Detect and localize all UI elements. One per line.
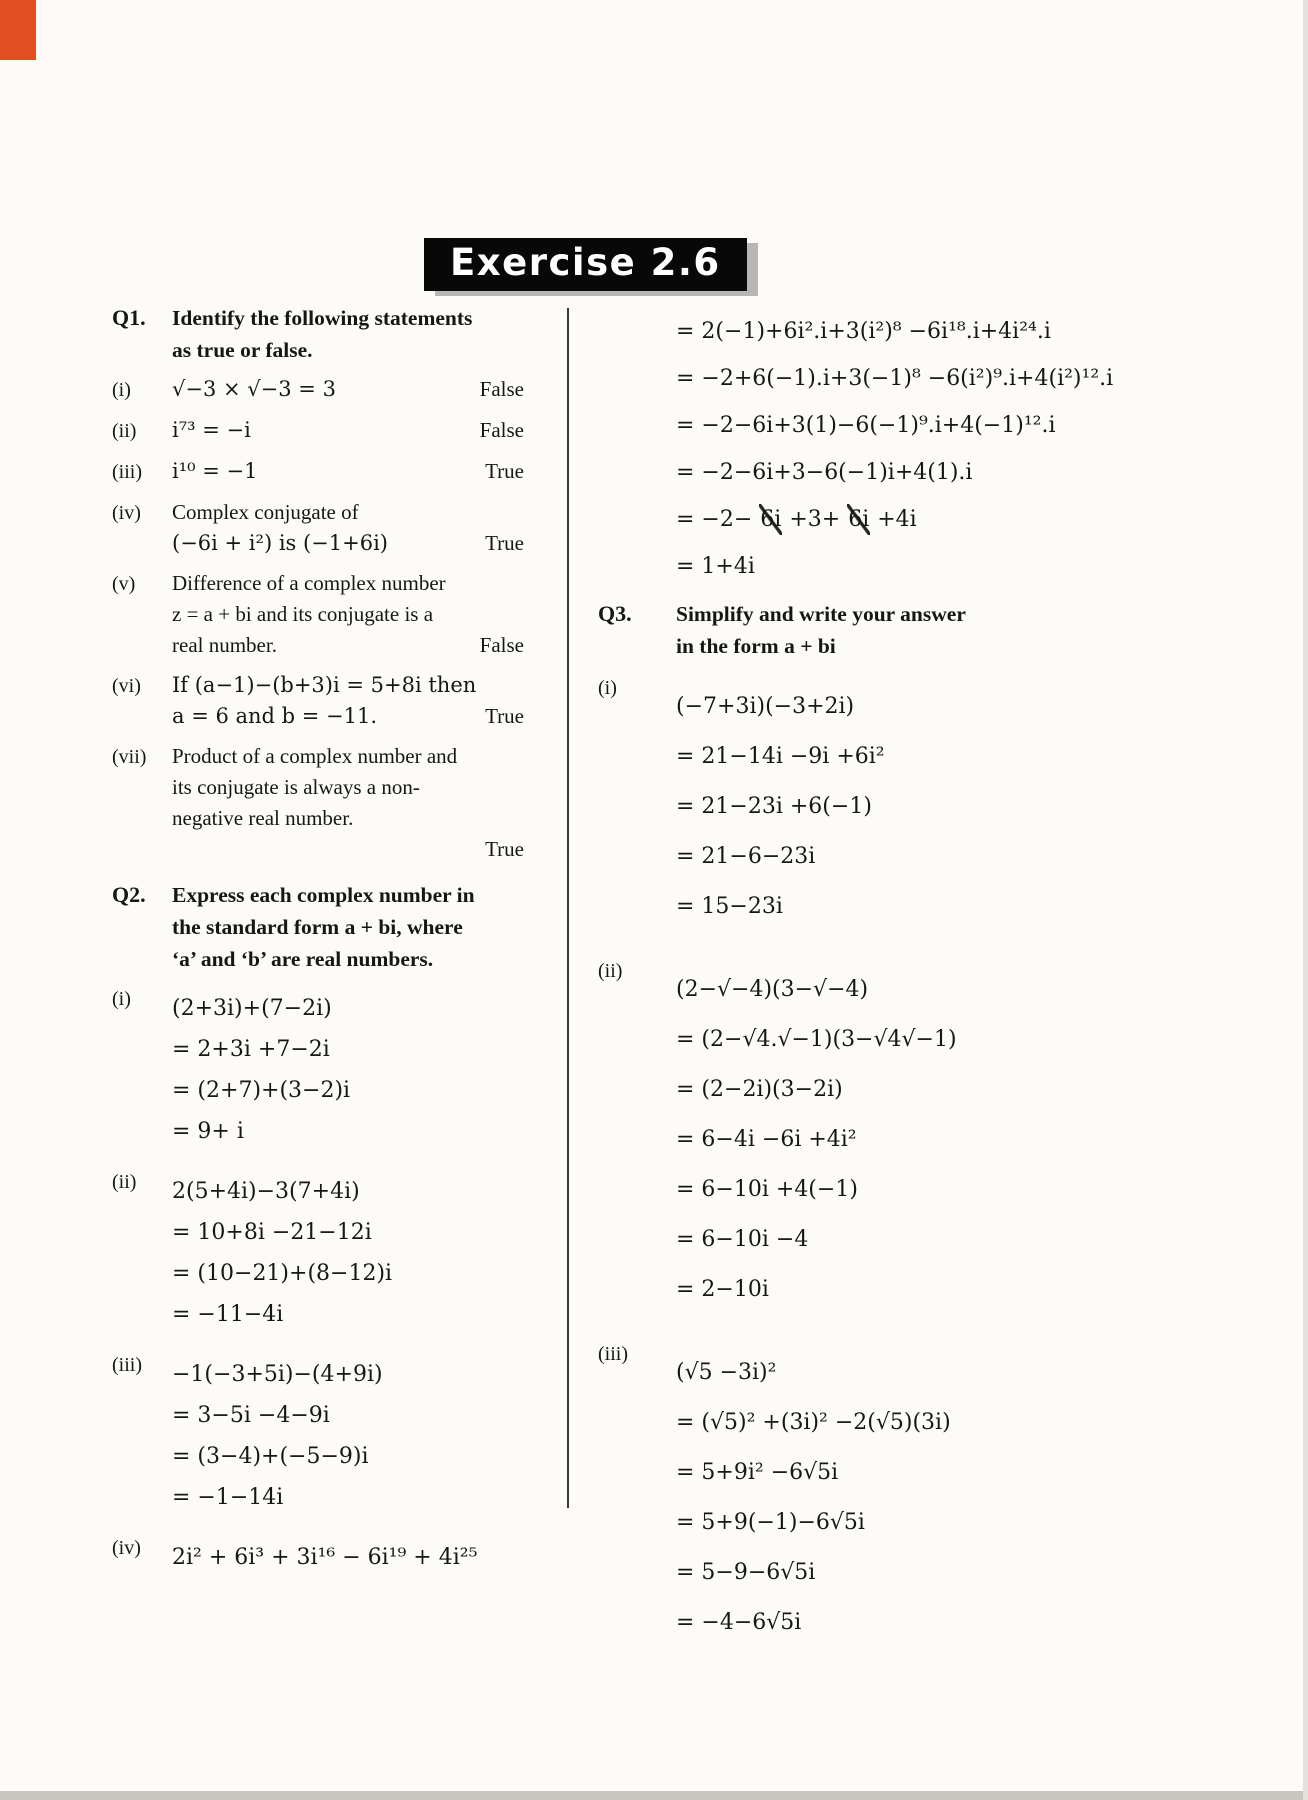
statement-text: √−3 × √−3 = 3 bbox=[172, 377, 336, 401]
q1-item-i bbox=[112, 374, 564, 406]
math-line: = (10−21)+(8−12)i bbox=[172, 1261, 393, 1286]
math-line-final: = 1+4i bbox=[676, 554, 755, 579]
math-line: = 2(−1)+6i².i+3(i²)⁸ −6i¹⁸.i+4i²⁴.i bbox=[676, 319, 1051, 344]
page-bottom-edge bbox=[0, 1791, 1308, 1800]
q1-header bbox=[112, 302, 564, 366]
q1-heading bbox=[172, 302, 564, 366]
q2-item-ii bbox=[112, 1166, 564, 1340]
math-line: −1(−3+5i)−(4+9i) bbox=[172, 1362, 383, 1387]
math-segment: +4i bbox=[870, 507, 917, 532]
math-line: = 21−14i −9i +6i² bbox=[676, 744, 885, 769]
solution-steps bbox=[676, 1338, 1084, 1657]
item-label: (iii) bbox=[112, 1354, 142, 1376]
statement-text: i¹⁰ = −1 bbox=[172, 459, 258, 483]
statement-text: negative real number. bbox=[172, 806, 354, 830]
q1-number: Q1. bbox=[112, 305, 146, 330]
math-line: = 2−10i bbox=[676, 1277, 769, 1302]
q1-heading-line2: as true or false. bbox=[172, 338, 313, 362]
q2-number: Q2. bbox=[112, 882, 146, 907]
math-line: = −2+6(−1).i+3(−1)⁸ −6(i²)⁹.i+4(i²)¹².i bbox=[676, 366, 1114, 391]
math-line: = 15−23i bbox=[676, 894, 783, 919]
math-line: (2−√−4)(3−√−4) bbox=[676, 977, 869, 1002]
statement-text: Product of a complex number and bbox=[172, 744, 458, 768]
math-line: = (2−2i)(3−2i) bbox=[676, 1077, 843, 1102]
q3-item-iii bbox=[598, 1338, 1084, 1657]
solution-steps bbox=[172, 1349, 564, 1523]
q2-item-iii bbox=[112, 1349, 564, 1523]
math-line: = 5−9−6√5i bbox=[676, 1560, 816, 1585]
statement-lines bbox=[172, 670, 564, 732]
q3-heading-line2: in the form a + bi bbox=[676, 634, 836, 658]
math-line: = 6−4i −6i +4i² bbox=[676, 1127, 857, 1152]
statement-lines bbox=[172, 741, 564, 865]
column-divider bbox=[567, 308, 569, 1508]
math-line: (√5 −3i)² bbox=[676, 1360, 777, 1385]
math-line: = 21−6−23i bbox=[676, 844, 816, 869]
statement-text: real number. bbox=[172, 633, 277, 657]
answer-text: True bbox=[485, 531, 524, 555]
page-right-edge bbox=[1303, 0, 1308, 1800]
q1-heading-line1: Identify the following statements bbox=[172, 306, 473, 330]
q3-number: Q3. bbox=[598, 601, 632, 626]
math-line-cancellation bbox=[676, 504, 1084, 535]
math-line: = (2−√4.√−1)(3−√4√−1) bbox=[676, 1027, 957, 1052]
statement-text: Complex conjugate of bbox=[172, 500, 359, 524]
answer-text: False bbox=[479, 633, 524, 657]
item-label: (v) bbox=[112, 573, 136, 595]
math-line: (−7+3i)(−3+2i) bbox=[676, 694, 855, 719]
solution-steps bbox=[172, 1166, 564, 1340]
q1-item-iii bbox=[112, 456, 564, 488]
math-segment: +3+ bbox=[782, 507, 848, 532]
statement-text: (−6i + i²) is (−1+6i) bbox=[172, 531, 388, 555]
math-line: = 2+3i +7−2i bbox=[172, 1037, 330, 1062]
math-line: = (3−4)+(−5−9)i bbox=[172, 1444, 369, 1469]
q2-item-iv-continued bbox=[676, 316, 1114, 582]
q2-heading-line2: the standard form a + bi, where bbox=[172, 915, 463, 939]
answer-text: False bbox=[479, 418, 524, 442]
solution-steps bbox=[676, 955, 1084, 1324]
answer-text: True bbox=[485, 459, 524, 483]
item-label: (i) bbox=[112, 379, 131, 401]
item-label: (ii) bbox=[112, 1171, 137, 1193]
math-line: = (2+7)+(3−2)i bbox=[172, 1078, 351, 1103]
q2-heading-line1: Express each complex number in bbox=[172, 883, 475, 907]
q1-item-vi bbox=[112, 670, 564, 732]
math-line: = 5+9(−1)−6√5i bbox=[676, 1510, 865, 1535]
item-label: (ii) bbox=[598, 960, 623, 982]
q1-item-vii bbox=[112, 741, 564, 865]
statement-text: i⁷³ = −i bbox=[172, 418, 251, 442]
answer-text: False bbox=[479, 377, 524, 401]
item-label: (ii) bbox=[112, 420, 137, 442]
math-segment: = −2− bbox=[676, 507, 760, 532]
q2-header bbox=[112, 879, 564, 975]
left-column bbox=[112, 302, 564, 1592]
q2-item-i bbox=[112, 983, 564, 1157]
math-line: = −2−6i+3(1)−6(−1)⁹.i+4(−1)¹².i bbox=[676, 413, 1056, 438]
math-line: = −1−14i bbox=[172, 1485, 284, 1510]
q3-item-ii bbox=[598, 955, 1084, 1324]
item-label: (iv) bbox=[112, 1537, 141, 1559]
cancelled-term: 6i bbox=[759, 504, 782, 535]
item-label: (iv) bbox=[112, 502, 141, 524]
exercise-title: Exercise 2.6 bbox=[424, 238, 747, 291]
q2-heading-line3: ‘a’ and ‘b’ are real numbers. bbox=[172, 947, 434, 971]
item-label: (vii) bbox=[112, 746, 147, 768]
math-line: = −2−6i+3−6(−1)i+4(1).i bbox=[676, 460, 973, 485]
item-label: (i) bbox=[598, 677, 617, 699]
right-column bbox=[598, 300, 1114, 1671]
item-label: (vi) bbox=[112, 675, 141, 697]
q1-item-v bbox=[112, 568, 564, 661]
math-line: (2+3i)+(7−2i) bbox=[172, 996, 332, 1021]
math-line: = 6−10i −4 bbox=[676, 1227, 809, 1252]
statement-text: Difference of a complex number bbox=[172, 571, 446, 595]
q3-heading-line1: Simplify and write your answer bbox=[676, 602, 966, 626]
math-line: = 5+9i² −6√5i bbox=[676, 1460, 839, 1485]
math-line: = 10+8i −21−12i bbox=[172, 1220, 372, 1245]
math-line: = (√5)² +(3i)² −2(√5)(3i) bbox=[676, 1410, 951, 1435]
answer-text: True bbox=[485, 837, 524, 861]
solution-steps bbox=[172, 1532, 564, 1583]
statement-text: its conjugate is always a non- bbox=[172, 775, 420, 799]
statement-lines bbox=[172, 568, 564, 661]
math-line: = 6−10i +4(−1) bbox=[676, 1177, 858, 1202]
statement-text: a = 6 and b = −11. bbox=[172, 704, 378, 728]
q3-heading bbox=[676, 598, 1084, 662]
q3-header bbox=[598, 598, 1084, 662]
page-corner-accent bbox=[0, 0, 36, 60]
q3-item-i bbox=[598, 672, 1084, 941]
item-label: (iii) bbox=[112, 461, 142, 483]
math-line: = −11−4i bbox=[172, 1302, 284, 1327]
q1-item-iv bbox=[112, 497, 564, 559]
statement-text: z = a + bi and its conjugate is a bbox=[172, 602, 434, 626]
cancelled-term: 6i bbox=[847, 504, 870, 535]
math-line: = 21−23i +6(−1) bbox=[676, 794, 872, 819]
math-line: 2(5+4i)−3(7+4i) bbox=[172, 1179, 360, 1204]
item-label: (i) bbox=[112, 988, 131, 1010]
exercise-title-wrap bbox=[424, 238, 747, 291]
solution-steps bbox=[676, 672, 1084, 941]
answer-text: True bbox=[485, 704, 524, 728]
math-line: = 9+ i bbox=[172, 1119, 244, 1144]
q2-item-iv bbox=[112, 1532, 564, 1583]
math-line: = 3−5i −4−9i bbox=[172, 1403, 330, 1428]
solution-steps bbox=[172, 983, 564, 1157]
q1-item-ii bbox=[112, 415, 564, 447]
statement-lines bbox=[172, 497, 564, 559]
item-label: (iii) bbox=[598, 1343, 628, 1365]
math-line: 2i² + 6i³ + 3i¹⁶ − 6i¹⁹ + 4i²⁵ bbox=[172, 1545, 478, 1570]
math-line: = −4−6√5i bbox=[676, 1610, 802, 1635]
statement-text: If (a−1)−(b+3)i = 5+8i then bbox=[172, 673, 477, 697]
q2-heading bbox=[172, 879, 564, 975]
